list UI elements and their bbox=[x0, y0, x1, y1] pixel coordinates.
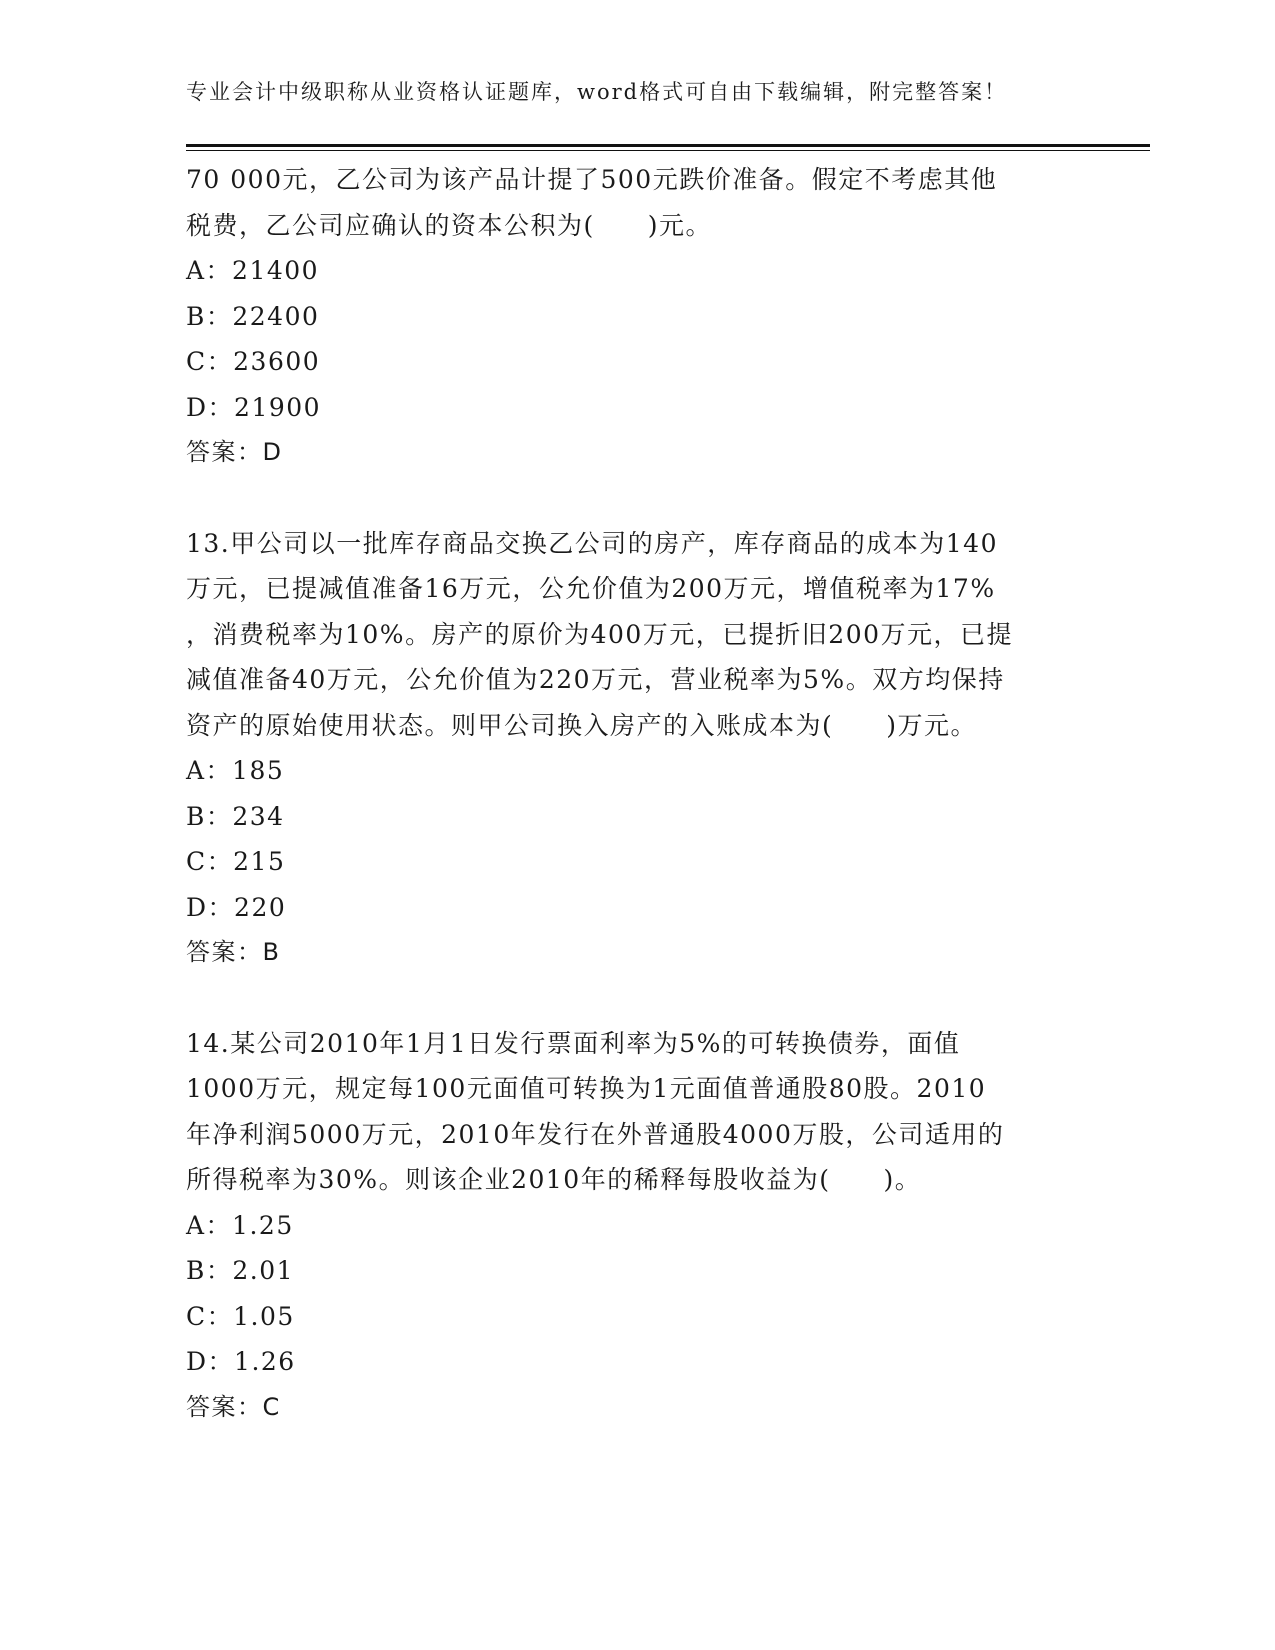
question-text-line: 年净利润5000万元，2010年发行在外普通股4000万股，公司适用的 bbox=[186, 1119, 1005, 1149]
option-b: B：22400 bbox=[186, 301, 320, 331]
question-block-12 bbox=[186, 157, 1086, 476]
question-text-line: 70 000元，乙公司为该产品计提了500元跌价准备。假定不考虑其他 bbox=[186, 165, 998, 194]
question-text-line: 资产的原始使用状态。则甲公司换入房产的入账成本为( )万元。 bbox=[186, 710, 978, 740]
question-list bbox=[186, 157, 1086, 1430]
question-block-14 bbox=[186, 1021, 1086, 1431]
question-text-line: 减值准备40万元，公允价值为220万元，营业税率为5%。双方均保持 bbox=[186, 665, 1005, 694]
option-d: D：1.26 bbox=[186, 1347, 296, 1376]
question-block-13 bbox=[186, 521, 1086, 976]
option-c: C：215 bbox=[186, 847, 286, 876]
header-rule-thick bbox=[186, 144, 1150, 147]
question-text-line: 1000万元，规定每100元面值可转换为1元面值普通股80股。2010 bbox=[186, 1074, 987, 1103]
question-text-line: 税费，乙公司应确认的资本公积为( )元。 bbox=[186, 210, 713, 240]
option-b: B：234 bbox=[186, 801, 285, 831]
option-d: D：21900 bbox=[186, 392, 322, 422]
question-text-line: 13.甲公司以一批库存商品交换乙公司的房产，库存商品的成本为140 bbox=[186, 528, 998, 558]
answer-line: 答案：D bbox=[186, 438, 283, 466]
question-text-line: 所得税率为30%。则该企业2010年的稀释每股收益为( )。 bbox=[186, 1165, 922, 1194]
question-text-line: 14.某公司2010年1月1日发行票面利率为5%的可转换债券，面值 bbox=[186, 1028, 961, 1058]
option-b: B：2.01 bbox=[186, 1256, 295, 1285]
page-header: 专业会计中级职称从业资格认证题库，word格式可自由下载编辑，附完整答案！ bbox=[186, 80, 1008, 104]
header-rule-thin bbox=[186, 150, 1150, 151]
option-c: C：23600 bbox=[186, 347, 321, 376]
answer-line: 答案：C bbox=[186, 1392, 281, 1421]
option-a: A：21400 bbox=[186, 256, 320, 285]
question-text-line: 万元，已提减值准备16万元，公允价值为200万元，增值税率为17% bbox=[186, 574, 996, 603]
option-a: A：1.25 bbox=[186, 1210, 294, 1240]
option-a: A：185 bbox=[186, 756, 285, 785]
option-c: C：1.05 bbox=[186, 1301, 295, 1331]
question-text-line: ，消费税率为10%。房产的原价为400万元，已提折旧200万元，已提 bbox=[186, 619, 1014, 649]
answer-line: 答案：B bbox=[186, 938, 281, 966]
option-d: D：220 bbox=[186, 892, 287, 922]
